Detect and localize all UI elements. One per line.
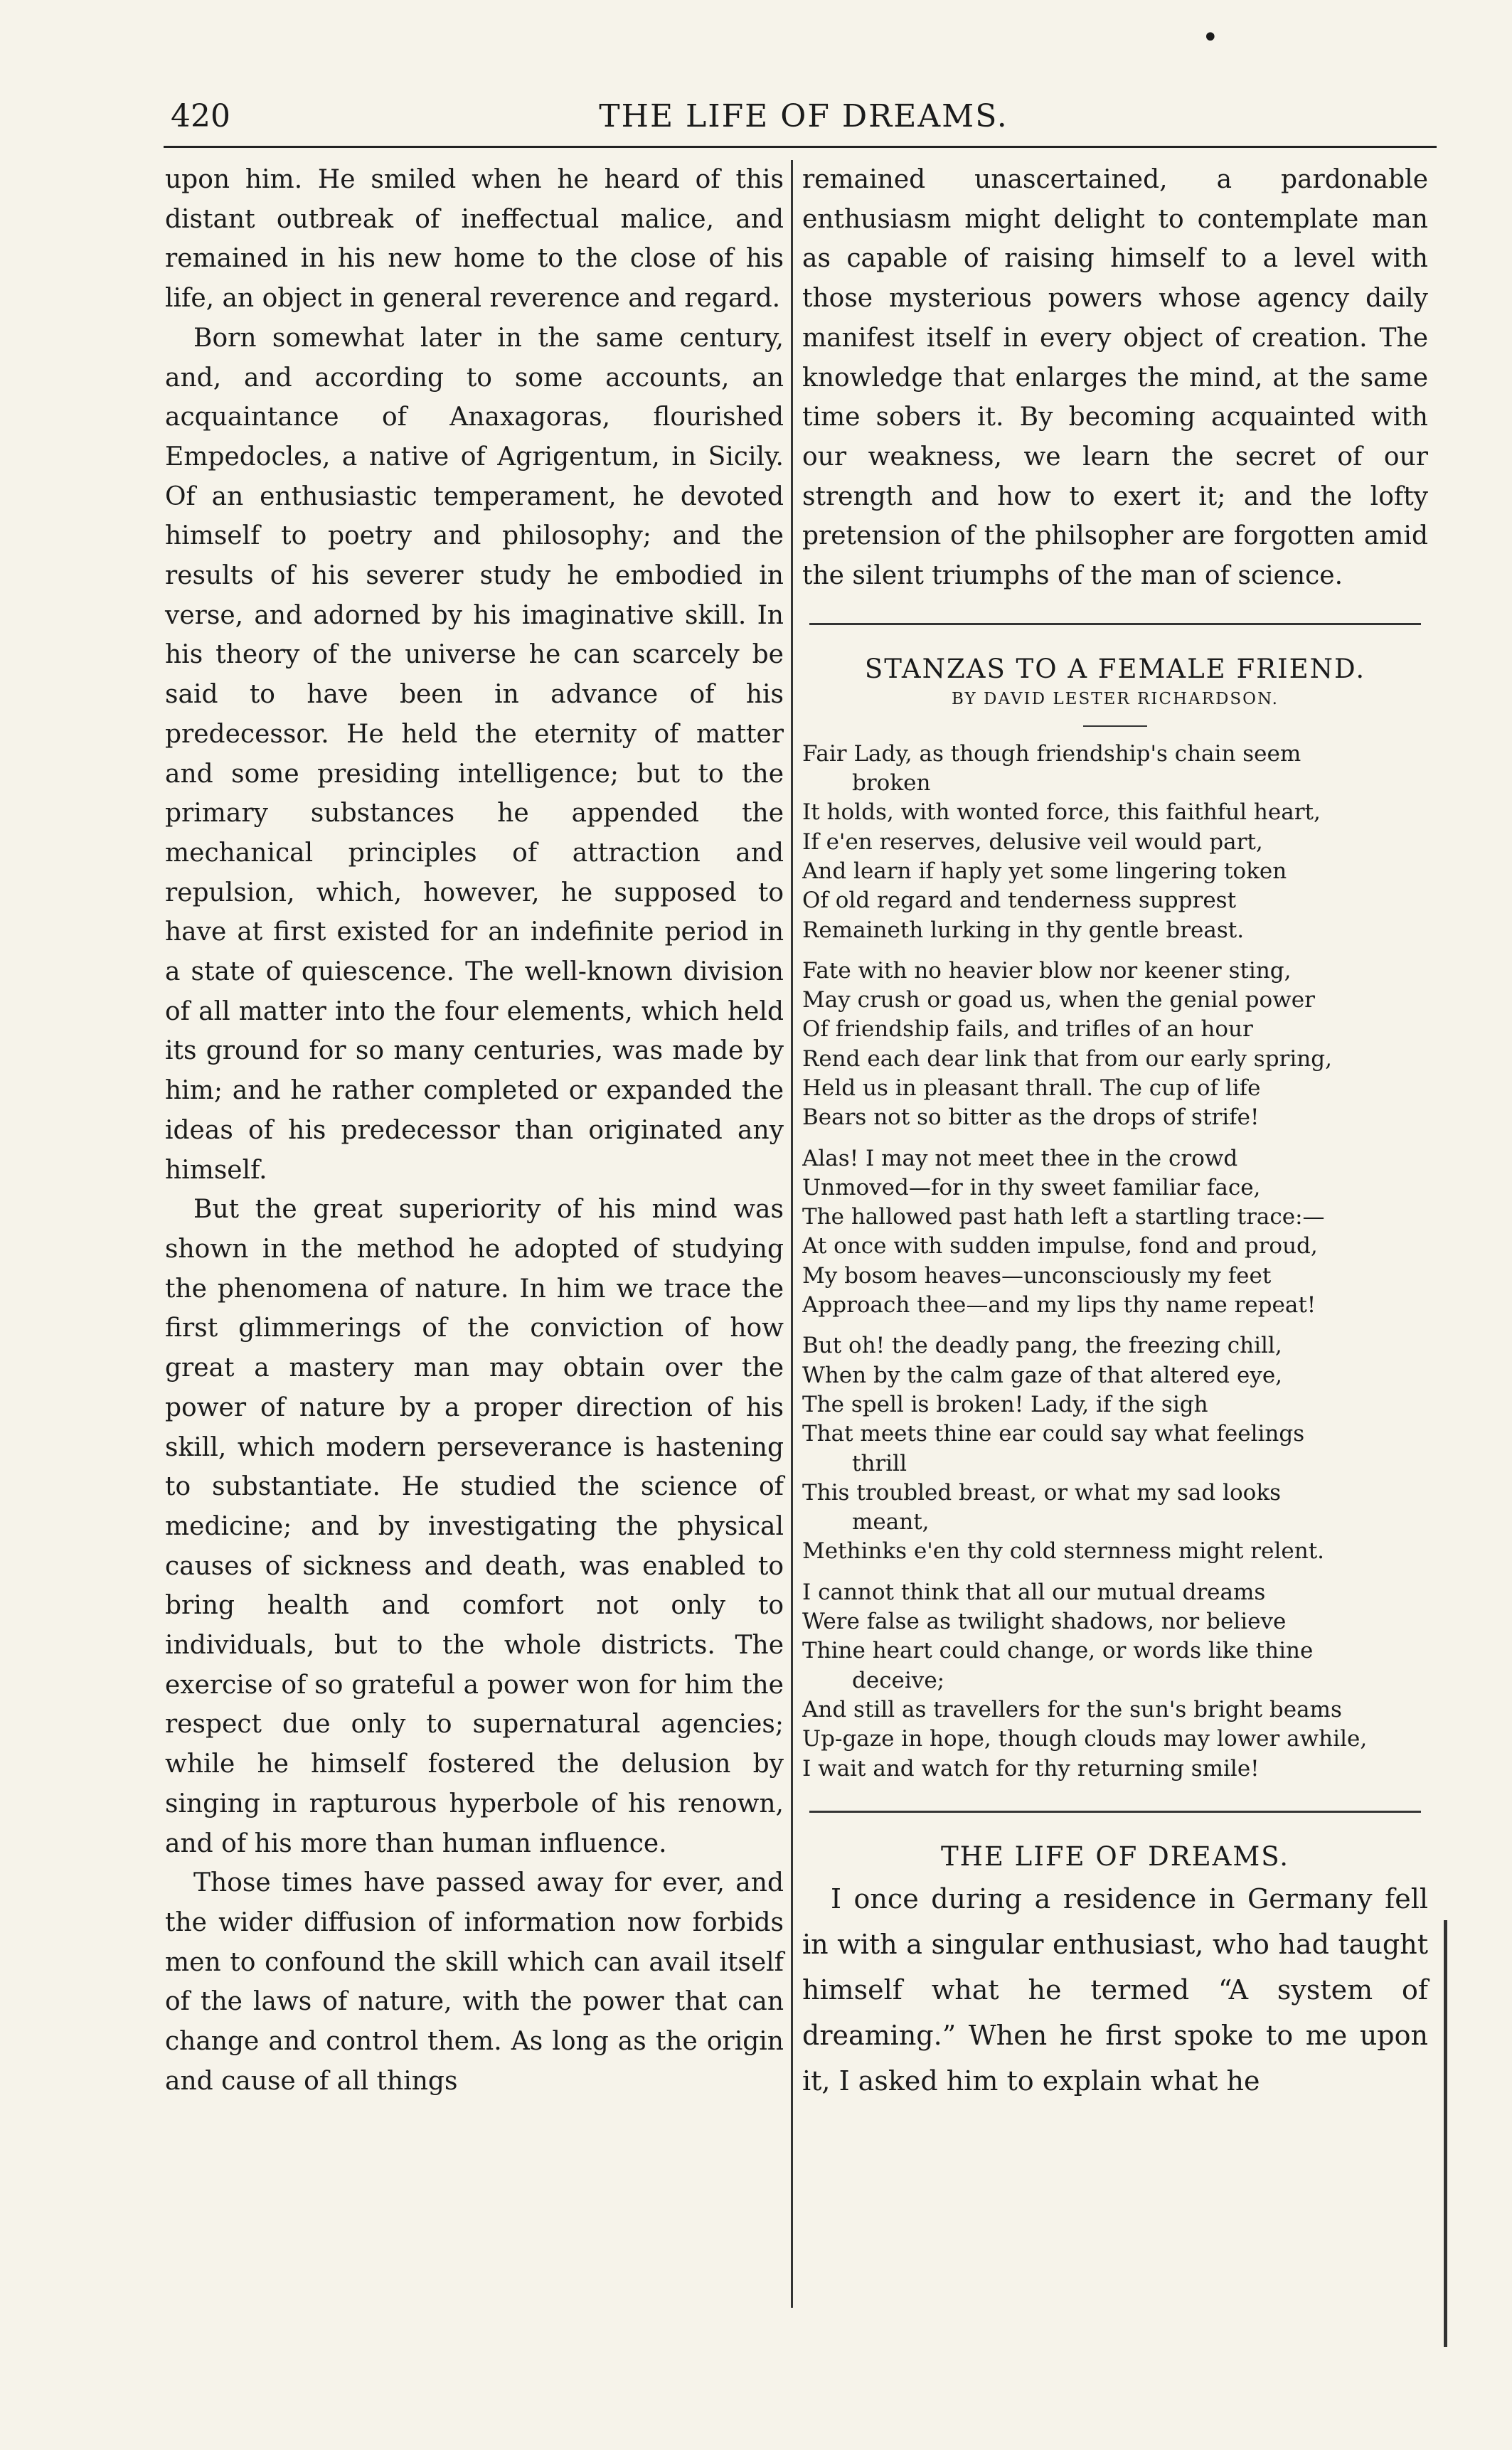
poem-line: Remaineth lurking in thy gentle breast. — [802, 917, 1245, 943]
poem-line: At once with sudden impulse, fond and proud, — [802, 1233, 1318, 1259]
running-title: THE LIFE OF DREAMS. — [599, 98, 1008, 134]
poem-line: But oh! the deadly pang, the freezing chill, — [802, 1333, 1282, 1359]
poem-line: Rend each dear link that from our early spring, — [802, 1045, 1332, 1072]
section-rule — [809, 1811, 1421, 1813]
left-paragraph: Those times have passed away for ever, and the wider diffusion of information now forbids men to confound the skill which can avail itself of the laws of nature, with the power that can change and control them. As long as the origin and cause of all things — [165, 1868, 784, 2096]
poem-line: Approach thee—and my lips thy name repeat! — [802, 1292, 1316, 1319]
poem-line: If e'en reserves, delusive veil would part, — [802, 829, 1263, 855]
poem-line: May crush or goad us, when the genial power — [802, 987, 1315, 1013]
margin-dot: • — [1202, 21, 1219, 54]
poem-line: The spell is broken! Lady, if the sigh — [802, 1391, 1208, 1417]
page-number: 420 — [171, 98, 230, 134]
header-rule — [164, 146, 1437, 148]
poem-stanza — [802, 1144, 1428, 1321]
poem-stanza — [802, 957, 1428, 1133]
poem-stanza — [802, 1331, 1428, 1566]
page-header — [164, 98, 1444, 141]
right-intro-paragraph: remained unascertained, a pardonable enthusiasm might delight to contemplate man as capable of raising himself to a level with those mysterious powers whose agency daily manifest itself in every object of creation. The knowledge that enlarges the mind, at the same time sobers it. By becoming acquainted with our weakness, we learn the secret of our strength and how to exert it; and the lofty pretension of the philsopher are forgotten amid the silent triumphs of the man of science. — [802, 165, 1428, 591]
left-paragraph: upon him. He smiled when he heard of this distant outbreak of ineffectual malice, and remained in his new home to the close of his life, an object in general reverence and regard. — [165, 165, 784, 314]
poem-stanza — [802, 740, 1428, 945]
poem-line: I wait and watch for thy returning smile! — [802, 1755, 1260, 1781]
poem-body — [802, 740, 1428, 1784]
poem-line: Bears not so bitter as the drops of strife! — [802, 1104, 1260, 1131]
left-paragraph: Born somewhat later in the same century, and, and according to some accounts, an acquaintance of Anaxagoras, flourished Empedocles, a native of Agrigentum, in Sicily. Of an enthusiastic temperament, he devoted himself to poetry and philosophy; and the results of his severer study he embodied in verse, and adorned by his imaginative skill. In his theory of the universe he can scarcely be said to have been in advance of his predecessor. He held the eternity of matter and some presiding intelligence; but to the primary substances he appended the mechanical principles of attraction and repulsion, which, however, he supposed to have at first existed for an indefinite period in a state of quiescence. The well-known division of all matter into the four elements, which held its ground for so many centuries, was made by him; and he rather completed or expanded the ideas of his predecessor than originated any himself. — [165, 323, 784, 1185]
poem-line: And learn if haply yet some lingering token — [802, 858, 1287, 884]
right-column — [802, 160, 1428, 2104]
poem-line: When by the calm gaze of that altered eye, — [802, 1362, 1283, 1388]
section-rule — [809, 623, 1421, 625]
poem-line: Fate with no heavier blow nor keener sting, — [802, 957, 1292, 984]
poem-line: deceive; — [852, 1667, 945, 1693]
poem-line: That meets thine ear could say what feelings — [802, 1421, 1305, 1447]
poem-line: thrill — [852, 1450, 907, 1476]
poem-line: Thine heart could change, or words like thine — [802, 1638, 1314, 1664]
margin-bar — [1444, 1920, 1447, 2347]
left-paragraph: But the great superiority of his mind was shown in the method he adopted of studying the phenomena of nature. In him we trace the first glimmerings of the conviction of how great a mastery man may obtain over the power of nature by a proper direction of his skill, which modern perseverance is hastening to substantiate. He studied the science of medicine; and by investigating the physical causes of sickness and death, was enabled to bring health and comfort not only to individuals, but to the whole districts. The exercise of so grateful a power won for him the respect due only to supernatural agencies; while he himself fostered the delusion by singing in rapturous hyperbole of his renown, and of his more than human influence. — [165, 1195, 784, 1858]
poem-line: Of friendship fails, and trifles of an hour — [802, 1016, 1253, 1043]
poem-line: Alas! I may not meet thee in the crowd — [802, 1145, 1238, 1171]
column-divider — [791, 160, 793, 2308]
poem-line: Were false as twilight shadows, nor believe — [802, 1609, 1287, 1635]
poem-line: It holds, with wonted force, this faithful heart, — [802, 799, 1321, 826]
section-body — [802, 1876, 1428, 2104]
poem-title: STANZAS TO A FEMALE FRIEND. — [864, 653, 1366, 684]
poem-line: meant, — [852, 1509, 930, 1535]
poem-line: Unmoved—for in thy sweet familiar face, — [802, 1174, 1261, 1200]
poem-line: I cannot think that all our mutual dreams — [802, 1579, 1266, 1605]
poem-line: And still as travellers for the sun's bright beams — [802, 1696, 1342, 1722]
poem-line: My bosom heaves—unconsciously my feet — [802, 1262, 1272, 1289]
poem-line: The hallowed past hath left a startling trace:— — [802, 1204, 1325, 1230]
poem-line: Methinks e'en thy cold sternness might relent. — [802, 1538, 1325, 1565]
poem-line: broken — [852, 770, 931, 797]
section-paragraph: I once during a residence in Germany fell in with a singular enthusiast, who had taught himself what he termed “A system of dreaming.” When he first spoke to me upon it, I asked him to explain what he — [802, 1882, 1428, 2097]
section-title: THE LIFE OF DREAMS. — [940, 1841, 1290, 1872]
poem-line: Of old regard and tenderness supprest — [802, 888, 1237, 914]
poem-line: Up-gaze in hope, though clouds may lower awhile, — [802, 1726, 1368, 1752]
poem-line: This troubled breast, or what my sad looks — [802, 1479, 1282, 1506]
byline-rule — [1083, 725, 1147, 727]
poem-byline: BY DAVID LESTER RICHARDSON. — [952, 689, 1279, 708]
poem-line: Fair Lady, as though friendship's chain seem — [802, 740, 1301, 767]
left-column — [165, 160, 784, 2101]
poem-stanza — [802, 1578, 1428, 1784]
poem-line: Held us in pleasant thrall. The cup of life — [802, 1075, 1261, 1101]
